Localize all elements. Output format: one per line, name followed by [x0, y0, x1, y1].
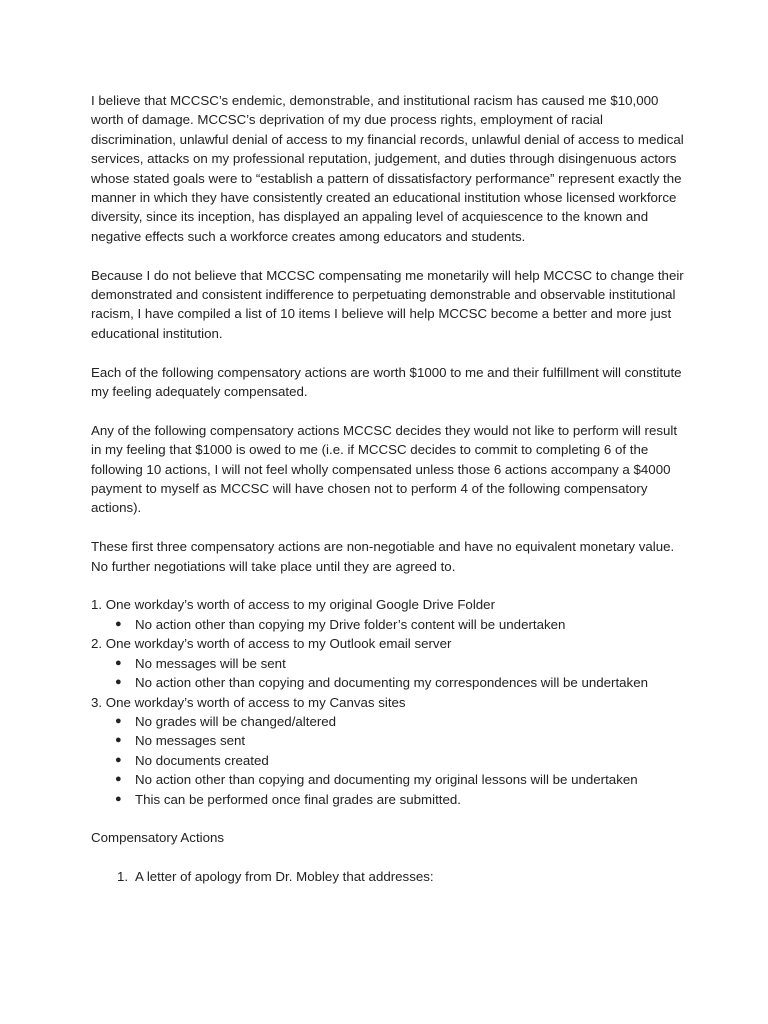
bullet-text: No messages sent	[135, 733, 246, 749]
bullet-item	[91, 770, 691, 789]
section-heading: Compensatory Actions	[91, 830, 225, 846]
list-item: 1. One workday’s worth of access to my original Google Drive Folder	[91, 597, 496, 613]
list-item: 3. One workday’s worth of access to my Canvas sites	[91, 694, 406, 710]
bullet-icon: ●	[115, 714, 122, 727]
paragraph-rationale: Because I do not believe that MCCSC compensating me monetarily will help MCCSC to change their demonstrated and consistent indifference to perpetuating demonstrable and observable institutional racism, I have compiled a list of 10 items I believe will help MCCSC become a better and more just educational institution.	[91, 267, 684, 341]
bullet-text: No messages will be sent	[135, 655, 286, 671]
list-number: 1.	[117, 869, 129, 885]
list-item	[91, 867, 691, 886]
list-item-text: A letter of apology from Dr. Mobley that addresses:	[135, 869, 434, 885]
bullet-icon: ●	[115, 656, 122, 669]
bullet-list	[91, 654, 691, 693]
bullet-text: This can be performed once final grades are submitted.	[135, 791, 461, 807]
bullet-item	[91, 615, 691, 634]
bullet-item	[91, 673, 691, 692]
bullet-icon: ●	[115, 734, 122, 747]
paragraph-worth: Each of the following compensatory actions are worth $1000 to me and their fulfillment will constitute my feeling adequately compensated.	[91, 364, 682, 400]
paragraph-terms: Any of the following compensatory actions MCCSC decides they would not like to perform will result in my feeling that $1000 is owed to me (i.e. if MCCSC decides to commit to completing 6 of the following 10 actions, I will not feel wholly compensated unless those 6 actions accompany a $4000 payment to myself as MCCSC will have chosen not to perform 4 of the following compensatory actions).	[91, 422, 678, 516]
paragraph-damages: I believe that MCCSC’s endemic, demonstrable, and institutional racism has caused me $10,000 worth of damage. MCCSC’s deprivation of my due process rights, employment of racial discrimination, unlawful denial of access to my financial records, unlawful denial of access to medical services, attacks on my professional reputation, judgement, and duties through disingenuous actors whose stated goals were to “establish a pattern of dissatisfactory performance” represent exactly the manner in which they have consistently created an educational institution whose licensed workforce diversity, since its inception, has displayed an appaling level of acquiescence to the known and negative effects such a workforce creates among educators and students.	[91, 93, 684, 244]
bullet-list	[91, 615, 691, 634]
bullet-item	[91, 790, 691, 809]
bullet-text: No action other than copying my Drive folder’s content will be undertaken	[135, 616, 566, 632]
compensatory-actions-list	[91, 867, 691, 886]
document-body	[91, 91, 691, 887]
bullet-icon: ●	[115, 676, 122, 689]
bullet-icon: ●	[115, 617, 122, 630]
bullet-item	[91, 751, 691, 770]
bullet-icon: ●	[115, 753, 122, 766]
paragraph-non-negotiable: These first three compensatory actions are non-negotiable and have no equivalent monetary value. No further negotiations will take place until they are agreed to.	[91, 539, 675, 574]
bullet-text: No action other than copying and documenting my correspondences will be undertaken	[135, 675, 648, 691]
bullet-item	[91, 731, 691, 750]
bullet-text: No grades will be changed/altered	[135, 713, 337, 729]
bullet-item	[91, 712, 691, 731]
non-negotiable-list	[91, 595, 691, 808]
bullet-text: No action other than copying and documenting my original lessons will be undertaken	[135, 772, 638, 788]
bullet-text: No documents created	[135, 752, 269, 768]
bullet-icon: ●	[115, 773, 122, 786]
bullet-item	[91, 654, 691, 673]
bullet-list	[91, 712, 691, 809]
bullet-icon: ●	[115, 792, 122, 805]
list-item: 2. One workday’s worth of access to my Outlook email server	[91, 636, 452, 652]
